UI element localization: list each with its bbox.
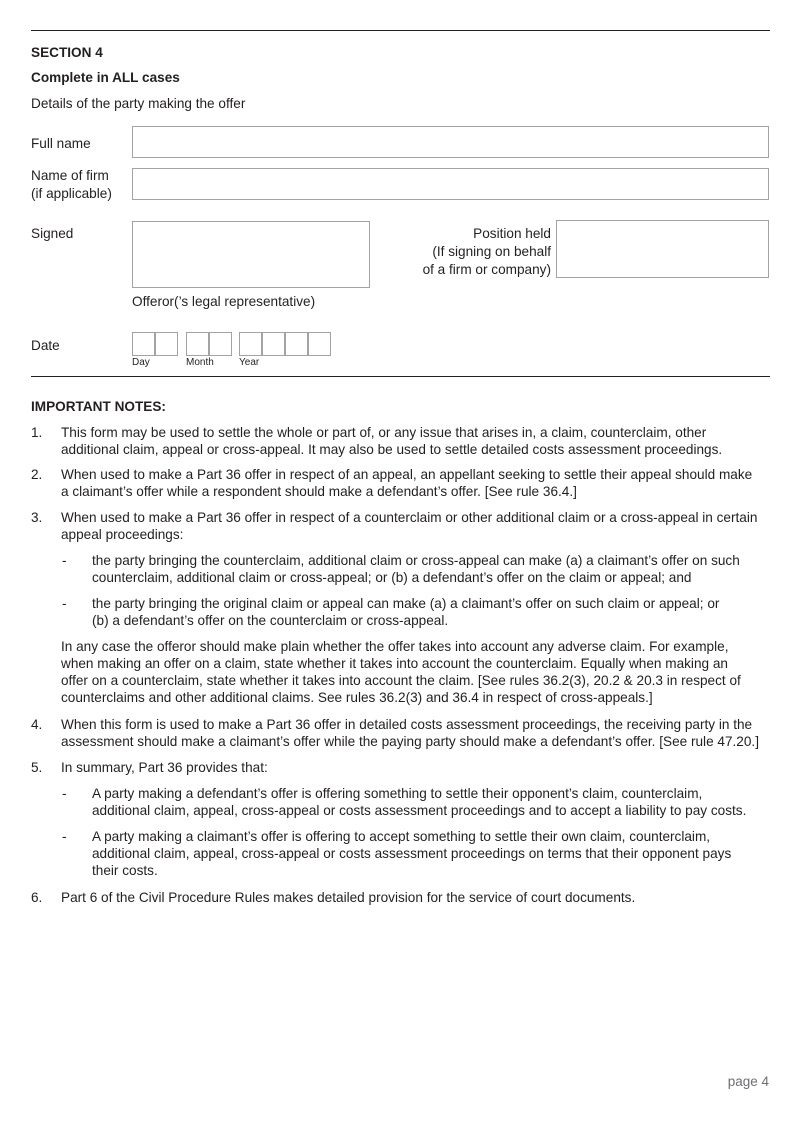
note-line: When used to make a Part 36 offer in respect of a counterclaim or other additional claim or a cross-appeal in certain — [61, 510, 758, 525]
date-year-digit-1[interactable] — [239, 332, 262, 356]
note-number: 4. — [31, 717, 43, 732]
note-2 — [61, 466, 773, 500]
note-4 — [61, 716, 773, 750]
bullet-dash: - — [62, 553, 67, 568]
date-month-digit-1[interactable] — [186, 332, 209, 356]
date-label: Date — [31, 338, 60, 353]
date-year-digit-4[interactable] — [308, 332, 331, 356]
note-line: the party bringing the original claim or appeal can make (a) a claimant’s offer on such claim or appeal; or — [92, 596, 720, 611]
signed-label: Signed — [31, 226, 74, 241]
position-held-field[interactable] — [556, 220, 769, 278]
year-caption: Year — [239, 357, 260, 368]
date-year-digit-2[interactable] — [262, 332, 285, 356]
firm-name-field[interactable] — [132, 168, 769, 200]
date-day-digit-1[interactable] — [132, 332, 155, 356]
bullet-dash: - — [62, 829, 67, 844]
full-name-field[interactable] — [132, 126, 769, 158]
note-line: counterclaims and other additional claims. See rules 36.2(3) and 36.4 in respect of cross-appeals.] — [61, 690, 653, 705]
section-subheading: Complete in ALL cases — [31, 70, 180, 85]
note-1 — [61, 424, 773, 458]
day-caption: Day — [132, 357, 150, 368]
note-number: 5. — [31, 760, 43, 775]
note-line: In any case the offeror should make plain whether the offer takes into account any adverse claim. For example, — [61, 639, 729, 654]
note-line: when making an offer on a claim, state whether it takes into account the counterclaim. Equally when making an — [61, 656, 728, 671]
top-divider — [31, 30, 770, 31]
note-line: A party making a claimant’s offer is offering to accept something to settle their own claim, counterclaim, — [92, 829, 711, 844]
date-month-digit-2[interactable] — [209, 332, 232, 356]
position-label-line2: (If signing on behalf — [432, 244, 551, 259]
note-5-bullet-1 — [92, 785, 772, 819]
note-line: When used to make a Part 36 offer in respect of an appeal, an appellant seeking to settle their appeal should make — [61, 467, 753, 482]
note-number: 6. — [31, 890, 43, 905]
note-line: (b) a defendant’s offer on the counterclaim or cross-appeal. — [92, 613, 449, 628]
note-line: additional claim, appeal, cross-appeal or costs assessment proceedings and to accept a liability to pay costs. — [92, 803, 747, 818]
position-held-label — [380, 225, 551, 278]
note-line: a claimant’s offer while a respondent should make a defendant’s offer. [See rule 36.4.] — [61, 484, 577, 499]
note-number: 3. — [31, 510, 43, 525]
note-5-bullet-2 — [92, 828, 772, 879]
note-line: their costs. — [92, 863, 158, 878]
note-5: In summary, Part 36 provides that: — [61, 760, 268, 775]
date-year-digit-3[interactable] — [285, 332, 308, 356]
note-3-paragraph — [61, 638, 773, 706]
position-label-line3: of a firm or company) — [422, 262, 551, 277]
firm-label-line1: Name of firm — [31, 168, 109, 183]
note-line: offer on a counterclaim, state whether it takes into account the claim. [See rules 36.2(3), 20.2 & 20.3 in respect of — [61, 673, 741, 688]
firm-label-line2: (if applicable) — [31, 186, 112, 201]
offeror-caption: Offeror(’s legal representative) — [132, 294, 316, 309]
section-heading: SECTION 4 — [31, 45, 103, 60]
note-line: additional claim, appeal, cross-appeal or costs assessment proceedings on terms that their opponent pays — [92, 846, 732, 861]
date-day-digit-2[interactable] — [155, 332, 178, 356]
note-line: counterclaim, additional claim or cross-appeal; or (b) a defendant’s offer on the claim or appeal; and — [92, 570, 692, 585]
note-6: Part 6 of the Civil Procedure Rules makes detailed provision for the service of court documents. — [61, 890, 636, 905]
notes-divider — [31, 376, 770, 377]
month-caption: Month — [186, 357, 214, 368]
note-3-bullet-1 — [92, 552, 772, 586]
note-line: the party bringing the counterclaim, additional claim or cross-appeal can make (a) a claimant’s offer on such — [92, 553, 740, 568]
bullet-dash: - — [62, 596, 67, 611]
page-number: page 4 — [727, 1074, 769, 1089]
full-name-label: Full name — [31, 136, 91, 151]
note-line: appeal proceedings: — [61, 527, 184, 542]
note-3-bullet-2 — [92, 595, 772, 629]
notes-heading: IMPORTANT NOTES: — [31, 399, 166, 414]
bullet-dash: - — [62, 786, 67, 801]
note-line: assessment should make a claimant’s offer while the paying party should make a defendant’s offer. [See rule 47.20.] — [61, 734, 759, 749]
note-line: When this form is used to make a Part 36 offer in detailed costs assessment proceedings, the receiving party in the — [61, 717, 753, 732]
note-line: This form may be used to settle the whole or part of, or any issue that arises in, a claim, counterclaim, other — [61, 425, 707, 440]
note-line: A party making a defendant’s offer is offering something to settle their opponent’s claim, counterclaim, — [92, 786, 703, 801]
signature-field[interactable] — [132, 221, 370, 288]
firm-label — [31, 167, 112, 202]
note-line: additional claim, appeal or cross-appeal. It may also be used to settle detailed costs assessment proceedings. — [61, 442, 723, 457]
note-number: 1. — [31, 425, 43, 440]
note-number: 2. — [31, 467, 43, 482]
position-label-line1: Position held — [473, 226, 551, 241]
note-3 — [61, 509, 773, 543]
section-intro: Details of the party making the offer — [31, 96, 246, 111]
